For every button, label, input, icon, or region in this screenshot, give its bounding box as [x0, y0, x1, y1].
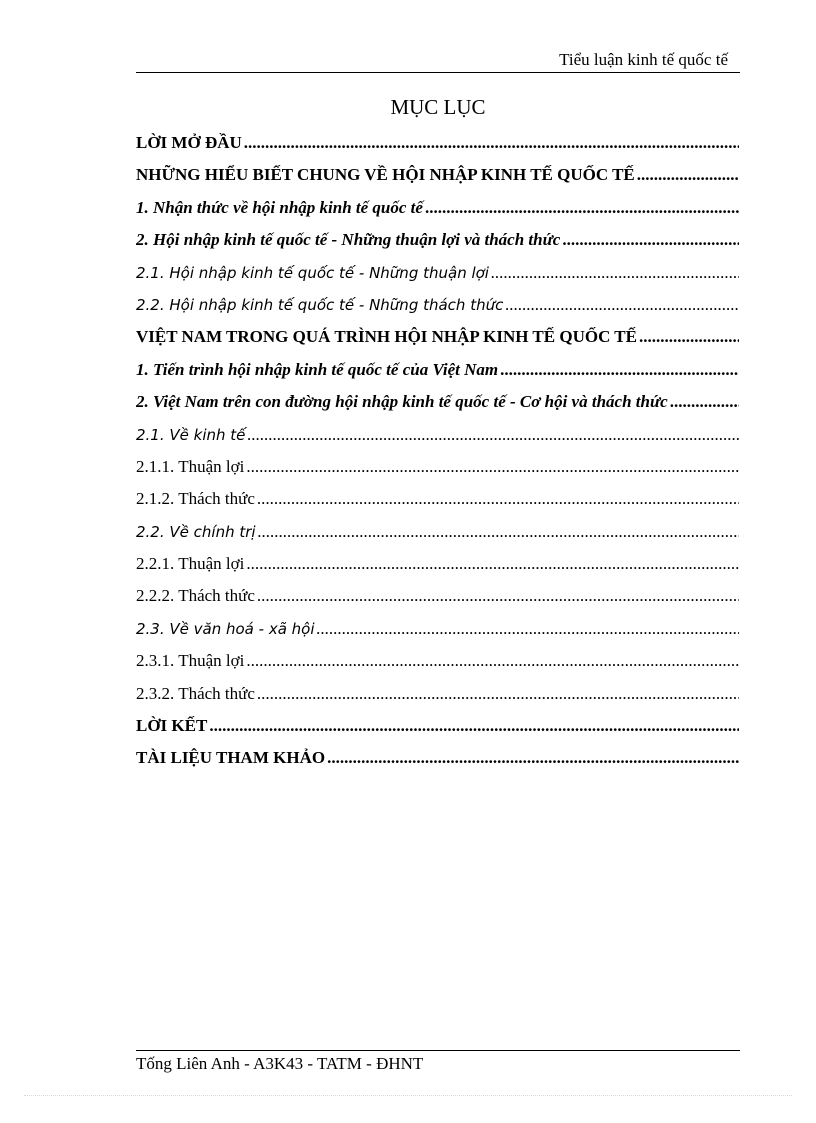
toc-leader-dots: [246, 457, 739, 477]
toc-leader-dots: [257, 586, 739, 606]
header-title: Tiểu luận kinh tế quốc tế: [559, 50, 728, 69]
page-header: [136, 48, 740, 73]
toc-entry-text: 2.3.2. Thách thức: [136, 683, 255, 703]
toc-leader-dots: [257, 489, 739, 509]
toc-entry-text: 2.2. Về chính trị: [136, 522, 256, 541]
toc-entry: [136, 489, 739, 521]
toc-leader-dots: [639, 327, 739, 347]
toc-entry: [136, 748, 739, 780]
toc-entry: [136, 716, 739, 748]
toc-entry-text: NHỮNG HIỂU BIẾT CHUNG VỀ HỘI NHẬP KINH TẾ QUỐC TẾ: [136, 165, 635, 185]
toc-entry: [136, 554, 739, 586]
toc-entry-text: 1. Tiến trình hội nhập kinh tế quốc tế của Việt Nam: [136, 359, 499, 379]
page-title: MỤC LỤC: [390, 95, 486, 119]
toc-leader-dots: [257, 684, 739, 704]
toc-entry-text: 2. Việt Nam trên con đường hội nhập kinh tế quốc tế - Cơ hội và thách thức: [136, 392, 668, 412]
toc-entry-text: 2.1. Hội nhập kinh tế quốc tế - Những thuận lợi: [136, 263, 489, 282]
page-footer: [136, 1050, 740, 1073]
toc-entry-text: 2.1.1. Thuận lợi: [136, 456, 245, 476]
toc-entry: [136, 327, 739, 359]
table-of-contents: [136, 133, 739, 781]
toc-entry: [136, 522, 739, 554]
toc-entry-text: 2.3.1. Thuận lợi: [136, 651, 245, 671]
toc-entry: [136, 198, 739, 230]
toc-entry-text: LỜI MỞ ĐẦU: [136, 133, 242, 152]
toc-entry-text: 2.1. Về kinh tế: [136, 425, 246, 444]
toc-entry-text: TÀI LIỆU THAM KHẢO: [136, 748, 326, 768]
toc-leader-dots: [327, 748, 739, 768]
toc-leader-dots: [209, 716, 739, 736]
toc-entry: [136, 425, 739, 457]
toc-leader-dots: [491, 263, 739, 283]
toc-entry-text: 1. Nhận thức về hội nhập kinh tế quốc tế: [136, 197, 423, 217]
toc-leader-dots: [562, 230, 739, 250]
toc-entry: [136, 360, 739, 392]
footer-author: Tống Liên Anh - A3K43 - TATM - ĐHNT: [136, 1054, 424, 1073]
page-edge-divider: [24, 1095, 792, 1096]
toc-entry-text: VIỆT NAM TRONG QUÁ TRÌNH HỘI NHẬP KINH TẾ QUỐC TẾ: [136, 327, 637, 347]
toc-entry: [136, 586, 739, 618]
toc-entry-text: 2.1.2. Thách thức: [136, 489, 255, 509]
toc-leader-dots: [244, 133, 739, 153]
toc-leader-dots: [670, 392, 739, 412]
toc-entry: [136, 263, 739, 295]
toc-leader-dots: [317, 619, 739, 639]
toc-entry-text: 2.3. Về văn hoá - xã hội: [136, 619, 315, 638]
toc-entry-text: LỜI KẾT: [136, 716, 208, 736]
toc-entry: [136, 230, 739, 262]
toc-leader-dots: [425, 198, 739, 218]
toc-leader-dots: [258, 522, 739, 542]
toc-leader-dots: [246, 554, 739, 574]
toc-entry: [136, 457, 739, 489]
toc-entry: [136, 295, 739, 327]
toc-entry: [136, 684, 739, 716]
toc-entry: [136, 392, 739, 424]
toc-entry-text: 2.2.1. Thuận lợi: [136, 554, 245, 574]
toc-entry-text: 2.2. Hội nhập kinh tế quốc tế - Những thách thức: [136, 295, 504, 314]
toc-leader-dots: [500, 360, 739, 380]
toc-leader-dots: [637, 165, 739, 185]
toc-entry: [136, 619, 739, 651]
toc-entry-text: 2.2.2. Thách thức: [136, 586, 255, 606]
toc-leader-dots: [246, 651, 739, 671]
toc-leader-dots: [247, 425, 739, 445]
toc-entry: [136, 133, 739, 165]
toc-entry: [136, 651, 739, 683]
toc-entry-text: 2. Hội nhập kinh tế quốc tế - Những thuận lợi và thách thức: [136, 230, 561, 250]
toc-entry: [136, 165, 739, 197]
toc-leader-dots: [505, 295, 739, 315]
